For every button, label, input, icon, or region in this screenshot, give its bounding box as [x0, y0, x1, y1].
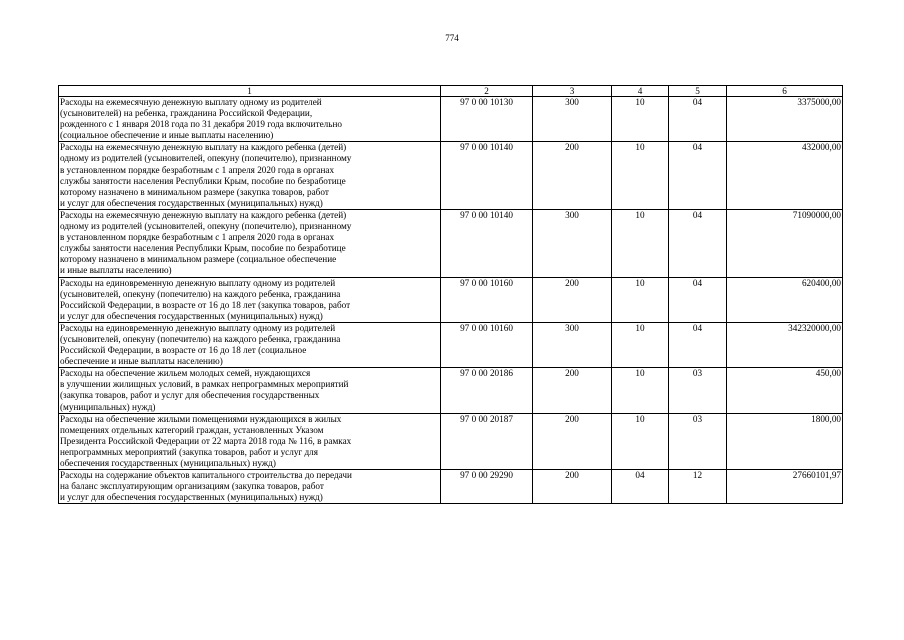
section-code: 04	[612, 470, 669, 504]
amount: 3375000,00	[727, 97, 843, 142]
target-article-code: 97 0 00 10140	[441, 142, 533, 210]
table-row	[59, 322, 843, 367]
header-col-2: 2	[441, 86, 533, 97]
expense-description: Расходы на единовременную денежную выплату одному из родителей (усыновителей, опекуну (попечителю) на каждого ребенка, гражданина Российской Федерации, в возрасте от 16 до 18 лет (закупка товаров, работ и услуг для обеспечения государственных (муниципальных) нужд)	[59, 277, 441, 322]
section-code: 10	[612, 368, 669, 413]
amount: 432000,00	[727, 142, 843, 210]
expense-type-code: 200	[533, 142, 612, 210]
amount: 27660101,97	[727, 470, 843, 504]
section-code: 10	[612, 322, 669, 367]
target-article-code: 97 0 00 29290	[441, 470, 533, 504]
expense-description: Расходы на ежемесячную денежную выплату на каждого ребенка (детей) одному из родителей (усыновителей, опекуну (попечителю), признанному в установленном порядке безработным с 1 апреля 2020 года в органах службы занятости населения Республики Крым, пособие по безработице которому назначено в минимальном размере (закупка товаров, работ и услуг для обеспечения государственных (муниципальных) нужд)	[59, 142, 441, 210]
table-row	[59, 368, 843, 413]
amount: 450,00	[727, 368, 843, 413]
subsection-code: 12	[669, 470, 727, 504]
target-article-code: 97 0 00 10130	[441, 97, 533, 142]
expense-type-code: 300	[533, 322, 612, 367]
header-col-3: 3	[533, 86, 612, 97]
amount: 620400,00	[727, 277, 843, 322]
section-code: 10	[612, 209, 669, 277]
target-article-code: 97 0 00 10160	[441, 277, 533, 322]
expense-description: Расходы на единовременную денежную выплату одному из родителей (усыновителей, опекуну (попечителю) на каждого ребенка, гражданина Российской Федерации, в возрасте от 16 до 18 лет (социальное обеспечение и иные выплаты населению)	[59, 322, 441, 367]
target-article-code: 97 0 00 20187	[441, 413, 533, 469]
header-col-4: 4	[612, 86, 669, 97]
table-row	[59, 97, 843, 142]
subsection-code: 04	[669, 97, 727, 142]
budget-table	[58, 85, 843, 504]
expense-description: Расходы на обеспечение жильем молодых семей, нуждающихся в улучшении жилищных условий, в рамках непрограммных мероприятий (закупка товаров, работ и услуг для обеспечения государственных (муниципальных) нужд)	[59, 368, 441, 413]
expense-type-code: 200	[533, 368, 612, 413]
table-row	[59, 209, 843, 277]
header-col-5: 5	[669, 86, 727, 97]
section-code: 10	[612, 277, 669, 322]
page-number: 774	[445, 33, 459, 43]
section-code: 10	[612, 142, 669, 210]
expense-description: Расходы на ежемесячную денежную выплату одному из родителей (усыновителей) на ребенка, гражданина Российской Федерации, рожденного с 1 января 2018 года по 31 декабря 2019 года включительно (социальное обеспечение и иные выплаты населению)	[59, 97, 441, 142]
subsection-code: 03	[669, 368, 727, 413]
subsection-code: 04	[669, 209, 727, 277]
expense-type-code: 200	[533, 277, 612, 322]
header-col-6: 6	[727, 86, 843, 97]
subsection-code: 03	[669, 413, 727, 469]
target-article-code: 97 0 00 20186	[441, 368, 533, 413]
subsection-code: 04	[669, 277, 727, 322]
table-row	[59, 413, 843, 469]
expense-description: Расходы на обеспечение жилыми помещениями нуждающихся в жилых помещениях отдельных категорий граждан, установленных Указом Президента Российской Федерации от 22 марта 2018 года № 116, в рамках непрограммных мероприятий (закупка товаров, работ и услуг для обеспечения государственных (муниципальных) нужд)	[59, 413, 441, 469]
table-row	[59, 277, 843, 322]
expense-type-code: 200	[533, 413, 612, 469]
table-row	[59, 470, 843, 504]
expense-type-code: 300	[533, 97, 612, 142]
expense-description: Расходы на ежемесячную денежную выплату на каждого ребенка (детей) одному из родителей (усыновителей, опекуну (попечителю), признанному в установленном порядке безработным с 1 апреля 2020 года в органах службы занятости населения Республики Крым, пособие по безработице которому назначено в минимальном размере (социальное обеспечение и иные выплаты населению)	[59, 209, 441, 277]
expense-type-code: 300	[533, 209, 612, 277]
amount: 71090000,00	[727, 209, 843, 277]
expense-type-code: 200	[533, 470, 612, 504]
amount: 1800,00	[727, 413, 843, 469]
header-col-1: 1	[59, 86, 441, 97]
table-header-row	[59, 86, 843, 97]
section-code: 10	[612, 413, 669, 469]
table-row	[59, 142, 843, 210]
section-code: 10	[612, 97, 669, 142]
subsection-code: 04	[669, 322, 727, 367]
amount: 342320000,00	[727, 322, 843, 367]
expense-description: Расходы на содержание объектов капитального строительства до передачи на баланс эксплуатирующим организациям (закупка товаров, работ и услуг для обеспечения государственных (муниципальных) нужд)	[59, 470, 441, 504]
target-article-code: 97 0 00 10160	[441, 322, 533, 367]
target-article-code: 97 0 00 10140	[441, 209, 533, 277]
subsection-code: 04	[669, 142, 727, 210]
